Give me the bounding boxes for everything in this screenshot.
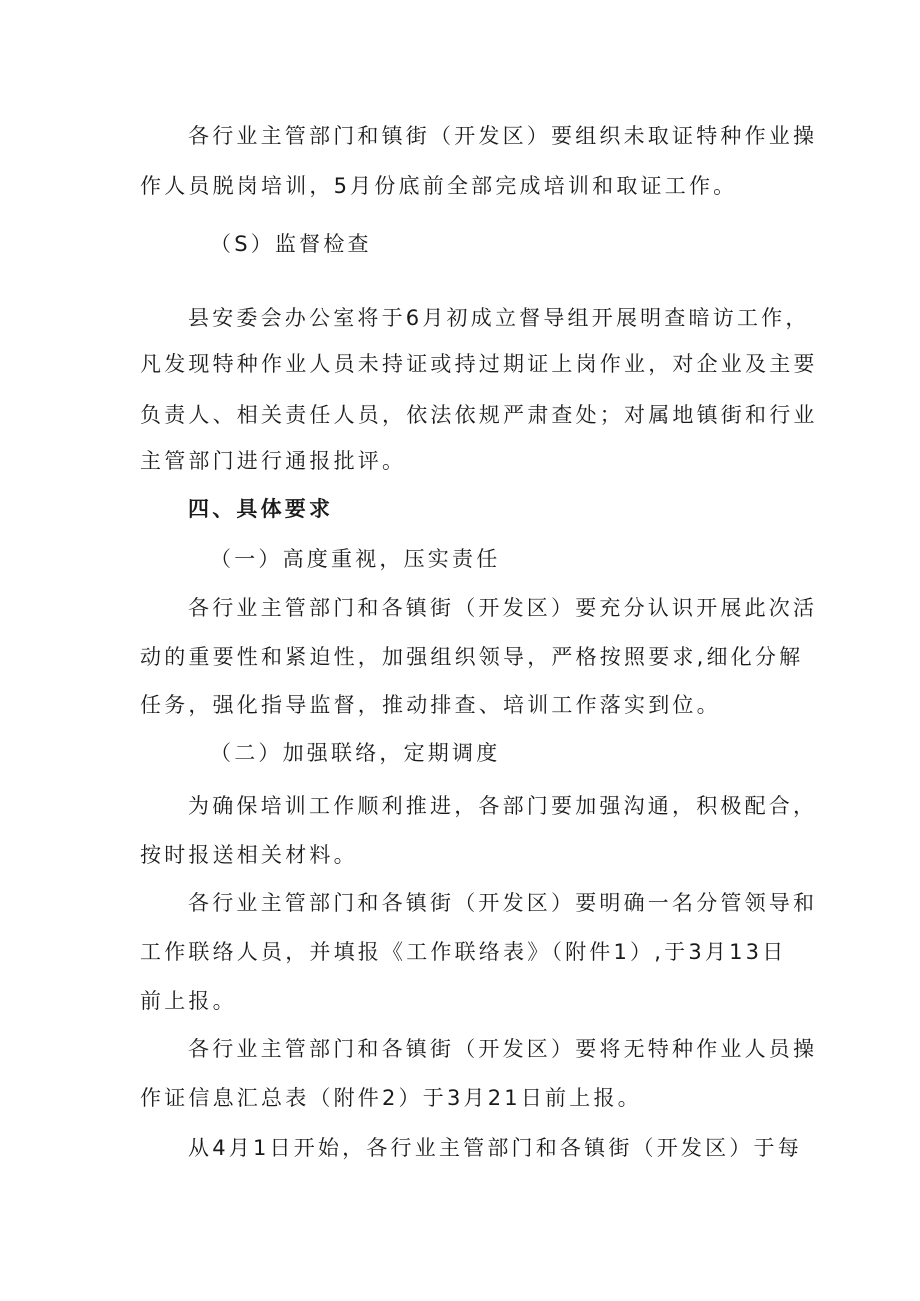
paragraph-line: 负责人、相关责任人员，依法依规严肃查处；对属地镇街和行业 <box>140 403 818 427</box>
paragraph-line: 各行业主管部门和各镇街（开发区）要充分认识开展此次活 <box>188 596 818 620</box>
chapter-heading: 四、具体要求 <box>188 497 334 521</box>
paragraph-line: 动的重要性和紧迫性，加强组织领导，严格按照要求,细化分解 <box>140 645 804 669</box>
paragraph-line: 为确保培训工作顺利推进，各部门要加强沟通，积极配合， <box>188 794 818 818</box>
paragraph-line: 各行业主管部门和镇街（开发区）要组织未取证特种作业操 <box>188 124 818 148</box>
section-heading-supervision: （S）监督检查 <box>210 232 372 256</box>
paragraph-line: 前上报。 <box>140 989 237 1013</box>
paragraph-line: 从4月1日开始，各行业主管部门和各镇街（开发区）于每 <box>188 1136 802 1160</box>
paragraph-line: 作人员脱岗培训，5月份底前全部完成培训和取证工作。 <box>140 174 738 198</box>
paragraph-line: 主管部门进行通报批评。 <box>140 449 407 473</box>
paragraph-line: 各行业主管部门和各镇街（开发区）要明确一名分管领导和 <box>188 891 818 915</box>
paragraph-line: 各行业主管部门和各镇街（开发区）要将无特种作业人员操 <box>188 1037 818 1061</box>
paragraph-line: 任务，强化指导监督，推动排查、培训工作落实到位。 <box>140 693 721 717</box>
section-heading: （一）高度重视，压实责任 <box>210 547 501 571</box>
paragraph-line: 按时报送相关材料。 <box>140 843 358 867</box>
section-heading: （二）加强联络，定期调度 <box>210 741 501 765</box>
paragraph-line: 作证信息汇总表（附件2）于3月21日前上报。 <box>140 1086 642 1110</box>
paragraph-line: 工作联络人员，并填报《工作联络表》（附件1）,于3月13日 <box>140 940 787 964</box>
paragraph-line: 县安委会办公室将于6月初成立督导组开展明查暗访工作， <box>188 306 810 330</box>
paragraph-line: 凡发现特种作业人员未持证或持过期证上岗作业，对企业及主要 <box>140 352 818 376</box>
